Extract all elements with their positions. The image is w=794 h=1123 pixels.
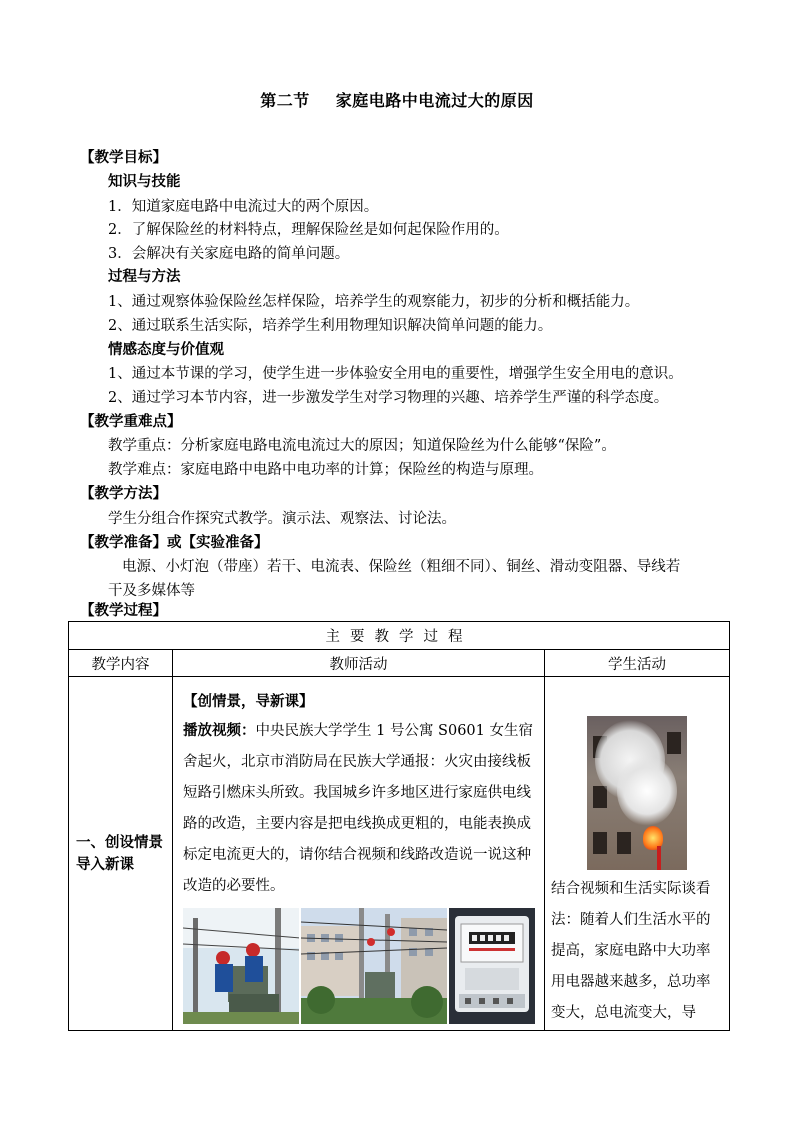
building-fire-photo (587, 716, 687, 870)
knowledge-heading: 知识与技能 (108, 173, 181, 190)
preparation-heading: 【教学准备】或【实验准备】 (80, 534, 269, 551)
col-header-teacher: 教师活动 (173, 650, 545, 677)
student-cell (545, 677, 730, 1031)
process-item-1: 1、通过观察体验保险丝怎样保险，培养学生的观察能力，初步的分析和概括能力。 (108, 294, 640, 310)
photo-strip (183, 908, 535, 1024)
methods-text: 学生分组合作探究式教学。演示法、观察法、讨论法。 (108, 511, 456, 527)
emotion-item-2: 2、通过学习本节内容，进一步激发学生对学习物理的兴趣、培养学生严谨的科学态度。 (108, 390, 669, 406)
knowledge-item-1: 1．知道家庭电路中电流过大的两个原因。 (108, 199, 379, 215)
power-lines-photo (301, 908, 447, 1024)
teacher-text: 播放视频：中央民族大学学生 1 号公寓 S0601 女生宿舍起火，北京市消防局在民族大学通报：火灾由接线板短路引燃床头所致。我国城乡许多地区进行家庭供电线路的改造，主要内容是把电线换成更粗的，电能表换成标定电流更大的，请你结合视频和线路改造说一说这种改造的必要性。 (183, 722, 533, 894)
electric-meter-photo (449, 908, 535, 1024)
teaching-process-table (68, 621, 730, 1031)
section-number: 第二节 (260, 91, 310, 110)
objectives-heading: 【教学目标】 (80, 149, 167, 166)
teacher-heading: 【创情景，导新课】 (183, 693, 314, 710)
section-name: 家庭电路中电流过大的原因 (335, 91, 534, 110)
col-header-student: 学生活动 (545, 650, 730, 677)
knowledge-item-2: 2．了解保险丝的材料特点，理解保险丝是如何起保险作用的。 (108, 222, 509, 238)
methods-heading: 【教学方法】 (80, 485, 167, 502)
content-cell (69, 677, 173, 1031)
key-points-heading: 【教学重难点】 (80, 413, 182, 430)
content-line-1: 一、创设情景 (76, 833, 163, 851)
content-line-2: 导入新课 (76, 855, 134, 873)
key-focus: 教学重点：分析家庭电路电流电流过大的原因；知道保险丝为什么能够“保险”。 (108, 438, 616, 454)
process-heading: 过程与方法 (108, 268, 181, 285)
emotion-item-1: 1、通过本节课的学习，使学生进一步体验安全用电的重要性，增强学生安全用电的意识。 (108, 366, 683, 382)
student-text: 结合视频和生活实际谈看法：随着人们生活水平的提高，家庭电路中大功率用电器越来越多，总功率变大，总电流变大，导 (551, 881, 711, 1021)
workers-photo (183, 908, 299, 1024)
emotion-heading: 情感态度与价值观 (108, 341, 224, 358)
teacher-bold: 播放视频： (183, 722, 256, 739)
process-section-heading: 【教学过程】 (80, 602, 167, 619)
teacher-cell (173, 677, 545, 1031)
process-item-2: 2、通过联系生活实际，培养学生利用物理知识解决简单问题的能力。 (108, 318, 553, 334)
preparation-line-1: 电源、小灯泡（带座）若干、电流表、保险丝（粗细不同）、铜丝、滑动变阻器、导线若 (122, 559, 681, 575)
table-header: 主要教学过程 (69, 622, 730, 650)
page-title (0, 88, 794, 111)
col-header-content: 教学内容 (69, 650, 173, 677)
knowledge-item-3: 3．会解决有关家庭电路的简单问题。 (108, 246, 350, 262)
preparation-line-2: 干及多媒体等 (108, 583, 195, 599)
key-difficulty: 教学难点：家庭电路中电路中电功率的计算；保险丝的构造与原理。 (108, 462, 543, 478)
